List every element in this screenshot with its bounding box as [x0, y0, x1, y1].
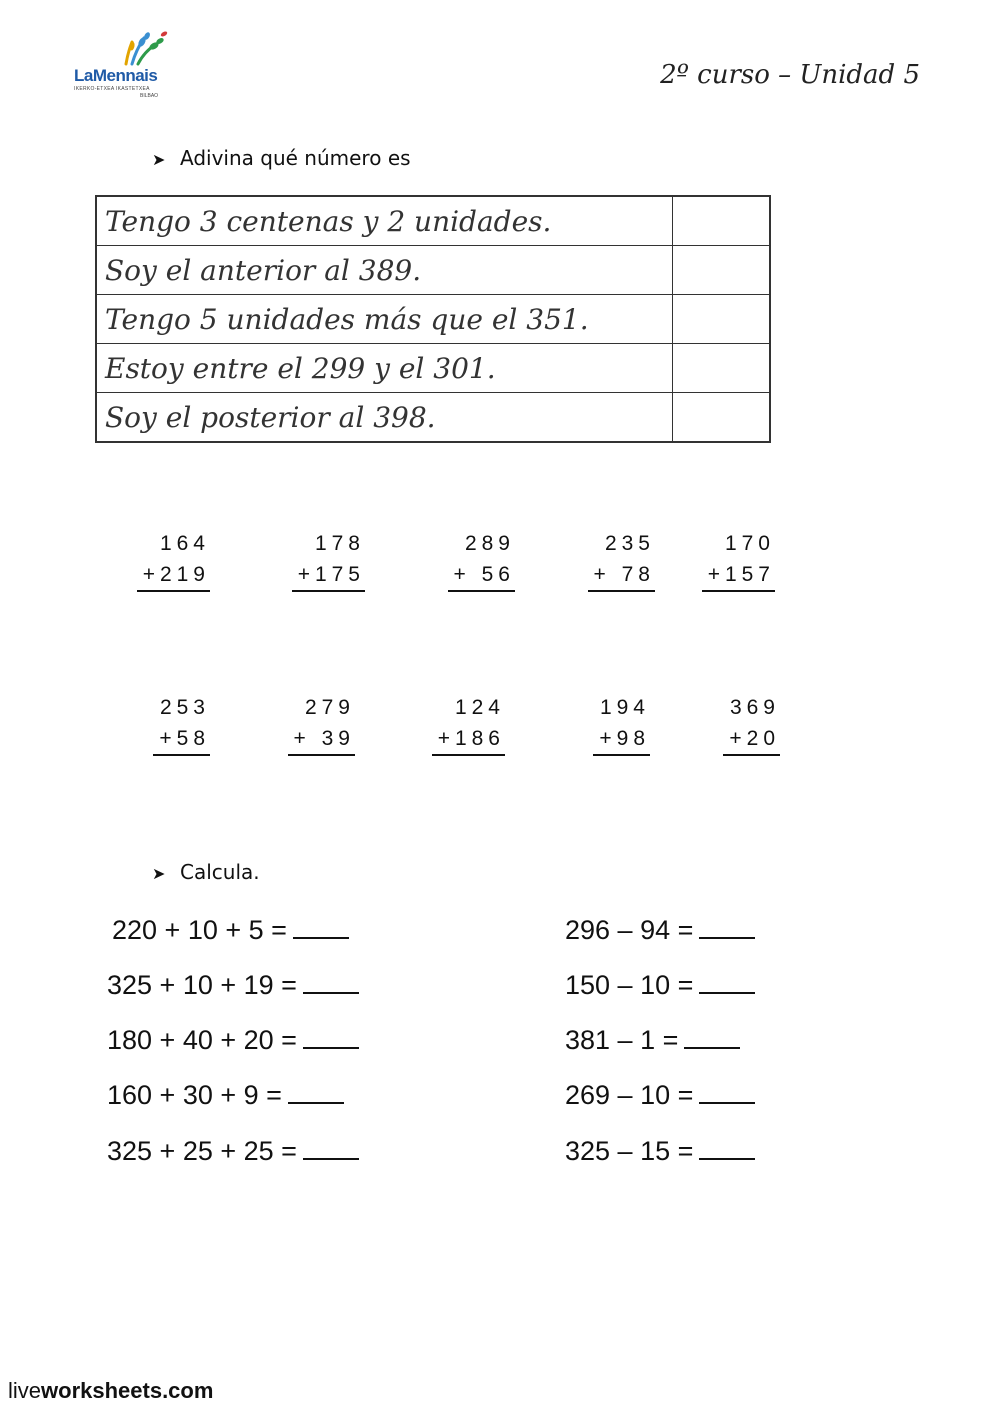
answer-cell[interactable]	[672, 393, 770, 443]
answer-cell[interactable]	[672, 246, 770, 295]
arrow-bullet-icon: ➤	[152, 150, 166, 169]
addend-bottom: +157	[702, 560, 775, 592]
addition-problem	[405, 528, 515, 592]
answer-blank[interactable]	[684, 1025, 740, 1049]
addend-top: 235	[604, 532, 655, 555]
course-title: 2º curso – Unidad 5	[660, 60, 920, 90]
table-row	[96, 196, 770, 246]
answer-blank[interactable]	[699, 915, 755, 939]
answer-cell[interactable]	[672, 295, 770, 344]
addend-bottom: +186	[432, 724, 505, 756]
addend-bottom: +20	[723, 724, 780, 756]
expression-text: 180 + 40 + 20 =	[107, 1025, 297, 1055]
section-heading-calculate	[152, 860, 260, 884]
addend-top: 253	[159, 696, 210, 719]
answer-cell[interactable]	[672, 344, 770, 393]
logo-subtitle: IKERKO-ETXEA IKASTETXEA	[74, 86, 150, 92]
table-row	[96, 393, 770, 443]
calc-expression	[565, 970, 755, 1001]
expression-text: 325 + 10 + 19 =	[107, 970, 297, 1000]
addend-top: 194	[599, 696, 650, 719]
logo-city: BILBAO	[140, 93, 159, 99]
addition-problem	[255, 528, 365, 592]
expression-text: 296 – 94 =	[565, 915, 694, 945]
heading-text: Adivina qué número es	[180, 146, 411, 170]
calc-expression	[107, 1136, 359, 1167]
heading-text: Calcula.	[180, 860, 260, 884]
answer-blank[interactable]	[288, 1080, 344, 1104]
calc-expression	[565, 915, 755, 946]
clue-text: Tengo 5 unidades más que el 351.	[96, 295, 672, 344]
clue-text: Tengo 3 centenas y 2 unidades.	[96, 196, 672, 246]
addition-problem	[545, 528, 655, 592]
calc-expression	[107, 1080, 344, 1111]
addition-problem	[395, 692, 505, 756]
addend-bottom: +219	[137, 560, 210, 592]
addend-bottom: +98	[593, 724, 650, 756]
calc-expression	[565, 1080, 755, 1111]
section-heading-guess	[152, 146, 411, 170]
answer-blank[interactable]	[303, 970, 359, 994]
calc-expression	[107, 970, 359, 1001]
addend-bottom: + 78	[588, 560, 655, 592]
expression-text: 269 – 10 =	[565, 1080, 694, 1110]
addend-top: 289	[464, 532, 515, 555]
answer-blank[interactable]	[303, 1025, 359, 1049]
addition-problem	[100, 692, 210, 756]
calc-expression	[112, 915, 349, 946]
addend-bottom: +58	[153, 724, 210, 756]
addend-bottom: +175	[292, 560, 365, 592]
clue-text: Soy el anterior al 389.	[96, 246, 672, 295]
expression-text: 160 + 30 + 9 =	[107, 1080, 282, 1110]
addend-top: 279	[304, 696, 355, 719]
answer-cell[interactable]	[672, 196, 770, 246]
addend-top: 164	[159, 532, 210, 555]
addition-problem	[540, 692, 650, 756]
addition-problem	[670, 692, 780, 756]
calc-expression	[107, 1025, 359, 1056]
addition-problem	[245, 692, 355, 756]
riddle-table	[95, 195, 771, 443]
addend-top: 124	[454, 696, 505, 719]
addend-bottom: + 39	[288, 724, 355, 756]
table-row	[96, 246, 770, 295]
calc-expression	[565, 1136, 755, 1167]
addend-top: 170	[724, 532, 775, 555]
expression-text: 381 – 1 =	[565, 1025, 679, 1055]
arrow-bullet-icon: ➤	[152, 864, 166, 883]
addend-top: 369	[729, 696, 780, 719]
clue-text: Soy el posterior al 398.	[96, 393, 672, 443]
addend-top: 178	[314, 532, 365, 555]
table-row	[96, 344, 770, 393]
addition-problem	[665, 528, 775, 592]
expression-text: 150 – 10 =	[565, 970, 694, 1000]
calc-expression	[565, 1025, 740, 1056]
answer-blank[interactable]	[699, 970, 755, 994]
expression-text: 325 + 25 + 25 =	[107, 1136, 297, 1166]
answer-blank[interactable]	[699, 1136, 755, 1160]
answer-blank[interactable]	[293, 915, 349, 939]
expression-text: 325 – 15 =	[565, 1136, 694, 1166]
footer-brand: worksheets.com	[41, 1378, 214, 1403]
logo-text: LaMennais	[74, 66, 158, 85]
table-row	[96, 295, 770, 344]
answer-blank[interactable]	[699, 1080, 755, 1104]
liveworksheets-watermark	[8, 1378, 213, 1404]
footer-prefix: live	[8, 1378, 42, 1403]
addend-bottom: + 56	[448, 560, 515, 592]
addition-problem	[100, 528, 210, 592]
clue-text: Estoy entre el 299 y el 301.	[96, 344, 672, 393]
expression-text: 220 + 10 + 5 =	[112, 915, 287, 945]
answer-blank[interactable]	[303, 1136, 359, 1160]
